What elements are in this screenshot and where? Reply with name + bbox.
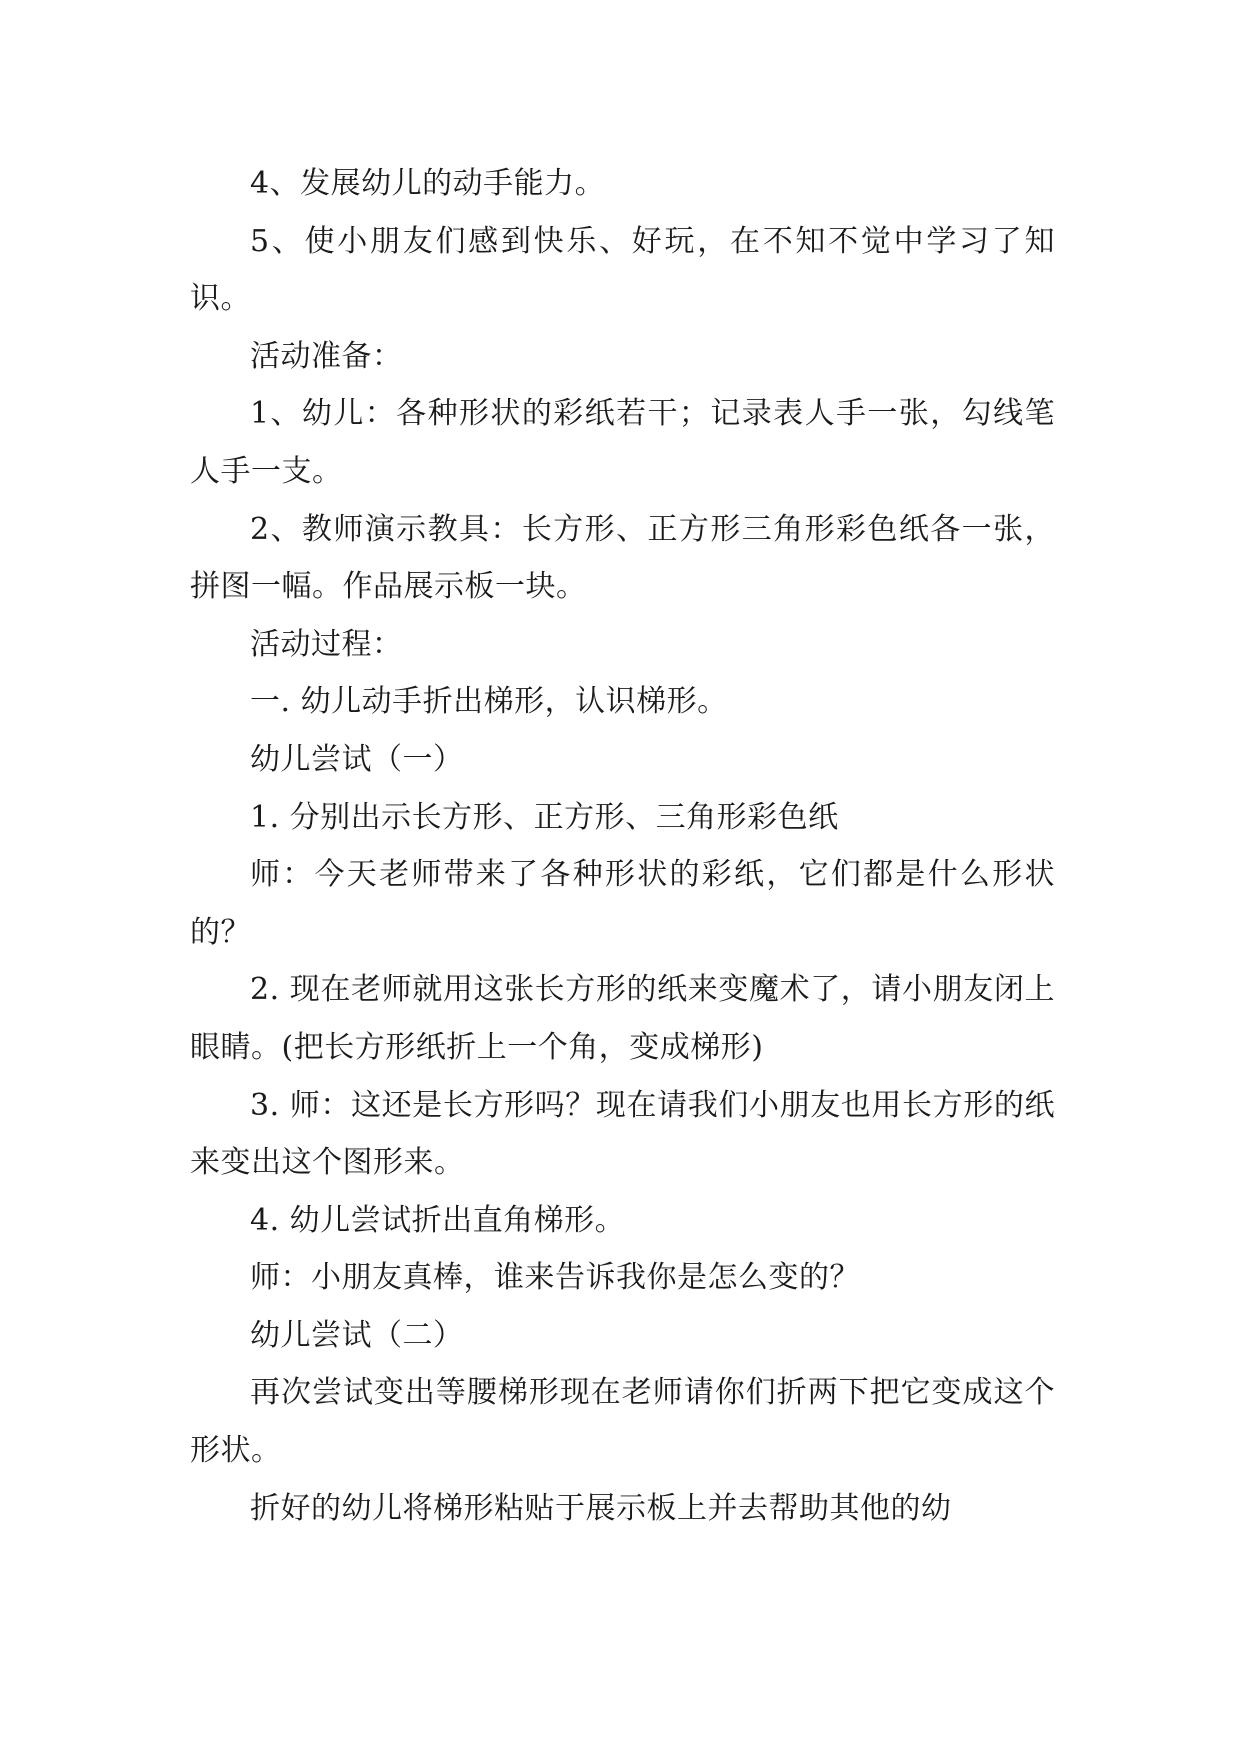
paragraph-step-one: 一. 幼儿动手折出梯形，认识梯形。 [250, 684, 728, 720]
paragraph-prep-2: 2、教师演示教具：长方形、正方形三角形彩色纸各一张，拼图一幅。作品展示板一块。 [190, 511, 1055, 605]
heading-activity-process: 活动过程： [250, 626, 403, 662]
paragraph-trial-1-step-4: 4. 幼儿尝试折出直角梯形。 [250, 1202, 626, 1238]
document-body [190, 155, 1055, 1537]
paragraph-trial-1-step-1: 1. 分别出示长方形、正方形、三角形彩色纸 [250, 799, 839, 835]
paragraph-trial-2-step-1: 再次尝试变出等腰梯形现在老师请你们折两下把它变成这个形状。 [190, 1375, 1055, 1469]
paragraph-teacher-question-1: 师：今天老师带来了各种形状的彩纸，它们都是什么形状的？ [190, 857, 1055, 950]
paragraph-goal-4: 4、发展幼儿的动手能力。 [250, 166, 606, 201]
paragraph-teacher-question-2: 师：小朋友真棒，谁来告诉我你是怎么变的？ [250, 1260, 860, 1296]
paragraph-trial-1-step-3: 3. 师：这还是长方形吗？现在请我们小朋友也用长方形的纸来变出这个图形来。 [190, 1087, 1055, 1181]
paragraph-goal-5: 5、使小朋友们感到快乐、好玩，在不知不觉中学习了知识。 [190, 223, 1055, 317]
paragraph-prep-1: 1、幼儿：各种形状的彩纸若干；记录表人手一张，勾线笔人手一支。 [190, 396, 1055, 489]
subheading-trial-1: 幼儿尝试（一） [250, 741, 464, 777]
paragraph-trial-1-step-2: 2. 现在老师就用这张长方形的纸来变魔术了，请小朋友闭上眼睛。(把长方形纸折上一个角，变成梯形) [190, 972, 1055, 1065]
heading-activity-preparation: 活动准备： [250, 338, 403, 374]
subheading-trial-2: 幼儿尝试（二） [250, 1317, 464, 1353]
paragraph-trial-2-step-2: 折好的幼儿将梯形粘贴于展示板上并去帮助其他的幼 [250, 1490, 952, 1526]
